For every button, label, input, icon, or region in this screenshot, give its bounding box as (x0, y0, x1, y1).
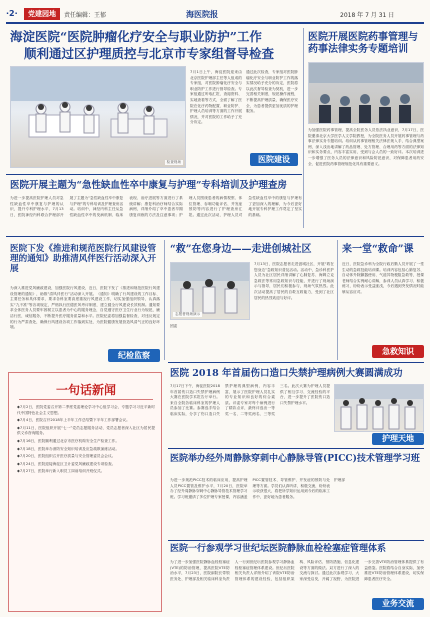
contest-text: 7月17日下午，海淀医院2018年首届伤口造口失禁护理病例大赛在医院学术报告厅举行。来自全院各临床科室的护理人员参加了比赛。参赛选手结合临床实际，分享了伤口造口失禁护理的典型病例，内容丰富，展示了医院护理人员扎实的专业知识和良好的综合素质。评委专家对每个病例进行了精彩点评，最终评选出一等奖一名、二等奖两名、三等奖三名。此次大赛为护理人员提供了相互学习、交流经验的平台，进一步提升了医院伤口造口失禁护理水平。 (170, 384, 330, 416)
news-brief-item: ◆7月27日，医院举行新入职员工岗前培训开班仪式。 (17, 469, 105, 474)
news-brief-item: ◆7月18日，医院举办消防安全知识培训及应急疏散演练活动。 (17, 446, 120, 451)
news-brief-item: ◆7月24日，医院迎接海淀区卫计委党风廉政建设专项检查。 (17, 461, 116, 466)
first-aid-text: 近日，医院急诊科为全院行政后勤人员开展了一堂生动的急救技能培训课。培训内容包括心肺复苏、自动体外除颤器使用、气道异物梗阻急救等，授课老师结合实例耐心讲解，参训人员认真学习、积极练习，纷纷表示受益匪浅，今后遇到突发情况时能够从容应对。 (342, 262, 424, 294)
top-story-title-2: 顺利通过区护理质控与北京市专家组督导检查 (24, 46, 275, 61)
volunteer-byline: 团委 (170, 324, 178, 328)
academic-text: 为了进一步加强医院静脉血栓栓塞症(VTE)的防治管理，提高医院VTE防治水平，7月23日，医院副院长带领医务处、护理部及相关临床科室负责人一行到世纪坛医院参观学习静脉血栓栓塞症管理体系建设。世纪坛医院相关负责人详细介绍了该院VTE防治管理体系的建设经验，包括组织架构、风险评估、预防措施、信息化建设等方面的做法。双方进行了深入的交流与探讨。通过此次参观学习，大家深受启发，开阔了视野，为医院进一步完善VTE防治管理体系提供了有益借鉴。医院将结合自身实际，加快推进VTE防治管理体系建设，切实保障患者医疗安全。 (170, 560, 424, 581)
volunteer-title: “救”在您身边——走进创城社区 (170, 244, 312, 255)
top-story-text-b: 通过此次检查，专家组对医院肿瘤化疗安全与职业防护工作的落实情况给予充分的肯定，医院将以此次督导检查为契机，进一步完善相关制度，规范操作流程，不断提高护理质量，确保医疗安全，为患者提供更加优质的护理服务。 (246, 70, 298, 114)
contest-photo (334, 384, 424, 432)
top-story-photo (10, 66, 186, 168)
section-rule-3 (168, 362, 424, 363)
picc-byline: 护理部 (334, 478, 346, 482)
column-divider-mid2 (337, 240, 338, 360)
hospital-construction-tag: 医院建设 (250, 153, 298, 166)
header-rule (6, 22, 424, 24)
nursing-garden-tag: 护理天地 (372, 433, 424, 445)
page-number: ·2· (6, 9, 18, 18)
news-brief-box (8, 372, 162, 612)
pharmacy-text: 为加强医院药事管理，提高全院医务人员依法执业意识，7月17日，医院邀请北京大学医学人文学院教授，为全院医务人员开展药事管理与药事法律实务专题培训。培训从药事管理相关法律法规入手，结合典型案例，深入浅出地讲解了药品管理、处方管理、合理用药等方面的法律知识和实务要点，内容丰富实用，受到与会人员的一致好评。本次培训进一步增强了医务人员的法律意识和风险防范意识，对保障患者用药安全、促进医院药事管理规范化具有重要意义。 (308, 128, 424, 166)
section-rule-1 (6, 174, 302, 175)
top-story-text-a: 7月1日上午，海淀医院迎来由北京医院护理部主任等人组成的专家组，对医院肿瘤化疗安全与职业防护工作进行督导检查。专家组通过听取汇报、查阅资料、实地查看等方式，全面了解了医院在化疗药物配置、职业防护、护理人员培训等方面的工作开展情况，并对医院的工作给予了充分肯定。 (190, 70, 242, 125)
section-rule-4 (168, 448, 424, 449)
news-brief-item: ◆7月2日，医院党委召开第二季度党委理论学习中心组学习会，专题学习习近平新时代中国特色社会主义思想。 (17, 405, 155, 415)
top-story-caption: 检查现场 (166, 160, 181, 164)
news-brief-item: ◆7月4日，医院召开2018年上半年工作总结暨下半年工作部署会议。 (17, 418, 130, 423)
pharmacy-photo (308, 62, 424, 124)
learning-title: 医院下发《推进和规范医院行风建设管理的通知》助推清风伴医行活动深入开展 (10, 244, 157, 275)
business-exchange-tag: 业务交流 (372, 598, 424, 610)
paper-name: 海医院报 (186, 10, 218, 19)
contest-title: 医院 2018 年首届伤口造口失禁护理病例大赛圆满成功 (170, 368, 403, 379)
section-rule-5 (168, 540, 424, 541)
editor-line: 责任编辑：王郁 (64, 12, 107, 19)
column-divider-top (303, 28, 304, 228)
first-aid-tag: 急救知识 (372, 345, 424, 358)
first-aid-title: 来一堂“救命”课 (342, 244, 414, 255)
news-brief-item: ◆7月11日，医院组织开展“七一”党员志愿服务活动，党员志愿者深入社区为居民提供义诊咨询服务。 (17, 425, 155, 436)
news-brief-item: ◆7月20日，医院组织召开医疗质量与安全管理委员会会议。 (17, 454, 116, 459)
volunteer-text: 7月13日，医院志愿者走进创城社区，开展“救在您身边”急救知识普及活动。活动中，急诊科医护人员为社区居民详细讲解了心肺复苏、海姆立克急救法等常用急救知识与技能，并进行了现场演示与指导，居民们积极参与，现场气氛热烈。此次活动提高了居民的自救互救能力，受到了社区居民的热烈欢迎与好评。 (254, 262, 334, 300)
section-rule-2 (6, 236, 424, 237)
news-brief-item: ◆7月16日，医院顺利通过北京市医疗机构安全生产检查工作。 (17, 438, 120, 443)
academic-title: 医院一行参观学习世纪坛医院静脉血栓栓塞症管理体系 (170, 544, 387, 554)
news-brief-list (17, 405, 155, 605)
learning-text: 为深入推进党风廉政建设，加强医院行风建设，近日，医院下发了《推进和规范医院行风建设管理的通知》，助推“清风伴医行”活动深入开展。《通知》明确了行风建设的工作目标、主要任务和具体要求，要求各科室要高度重视行风建设工作，切实加强组织领导，认真落实“九不准”等各项规定，严格执行医德医风考评制度，建立健全行风建设长效机制。通知要求全体医务人员要牢固树立以患者为中心的服务理念，自觉遵守医疗卫生行业行为规范，廉洁行医，诚信服务，不断提升医疗服务质量和水平。医院纪委将加强监督检查，对违反规定的行为严肃查处，确保行风建设各项工作落到实处，为医院健康发展营造风清气正的良好环境。 (10, 286, 160, 330)
section-label: 党建园地 (24, 8, 60, 20)
volunteer-photo (170, 262, 250, 320)
column-divider-mid (164, 240, 165, 360)
top-story-title-1: 海淀医院“医院肿瘤化疗安全与职业防护”工作 (10, 29, 262, 44)
volunteer-text-caption (170, 324, 250, 358)
picc-text-2 (334, 478, 424, 536)
picc-title: 医院举办经外周静脉穿刺中心静脉导管(PICC)技术管理学习班 (170, 454, 420, 464)
pharmacy-title: 医院开展医院药事管理与药事法律实务专题培训 (308, 32, 418, 55)
volunteer-caption: 志愿者现场演示 (175, 312, 201, 316)
news-brief-title-rule (19, 399, 153, 400)
nursing-text: 为进一步提高医院护理人员对急性缺血性卒中康复与护理的认识，提升专科护理水平，7月13日，医院神经内科联合护理部开展了主题为“急性缺血性卒中康复与护理”的专科培训及护理查房活动。培训中，神经内科主任从急性缺血性卒中的发病机制、临床表现、治疗进展等方面进行了系统讲解；康复科治疗师结合实际病例，详细介绍了卒中患者早期康复训练的方法及注意事项；护理人员围绕患者的病情观察、体位管理、吞咽功能评估、并发症预防等内容进行了护理查房汇报。通过此次活动，护理人员对急性缺血性卒中的康复与护理有了更加深入的理解，为今后更好地开展专科护理工作奠定了坚实的基础。 (10, 196, 302, 217)
discipline-tag: 纪检监察 (108, 349, 160, 362)
picc-text: 为进一步规范PICC技术的临床应用，提高护理人员PICC置管及维护水平，7月20日，医院举办了经外周静脉穿刺中心静脉导管技术管理学习班。学习班邀请了多位护理专家授课，内容涵盖PICC置管技术、导管维护、并发症的预防与处理等方面。学员们认真听讲，积极交流，纷纷表示收获很大，将把所学知识运用到今后的临床工作中，更好地为患者服务。 (170, 478, 330, 499)
news-brief-title: 一句话新闻 (55, 383, 116, 397)
issue-date: 2018 年 7 月 31 日 (340, 12, 395, 19)
nursing-title: 医院开展主题为“急性缺血性卒中康复与护理”专科培训及护理查房 (10, 180, 287, 191)
